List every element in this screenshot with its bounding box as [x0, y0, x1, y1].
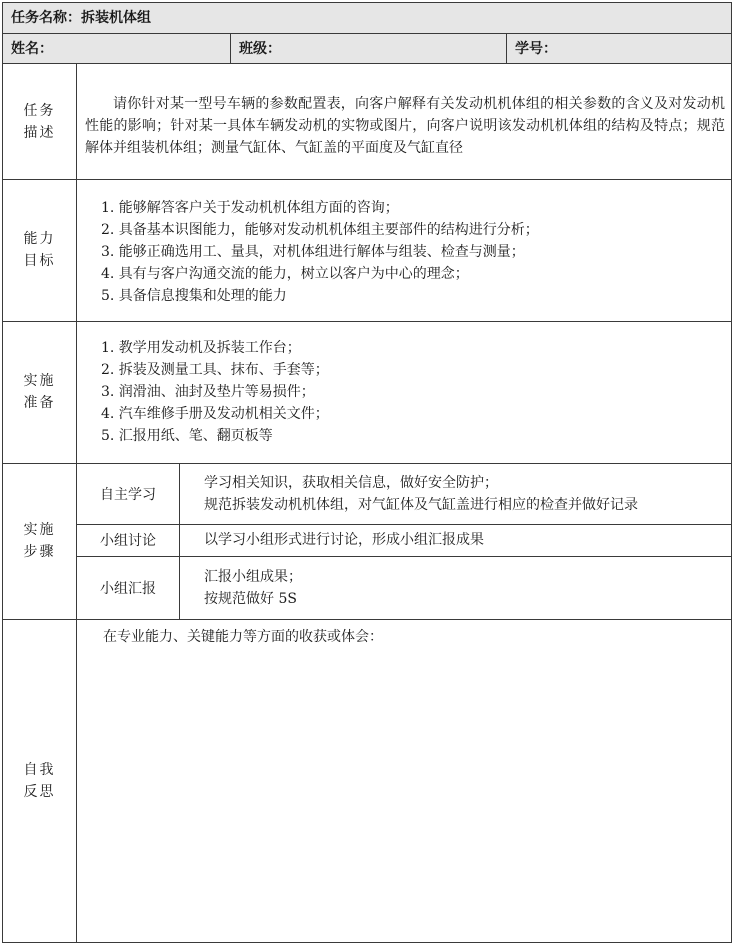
task-name-label: 任务名称： [11, 10, 81, 26]
goals-label: 能力目标 [23, 231, 56, 269]
step-line: 规范拆装发动机机体组，对气缸体及气缸盖进行相应的检查并做好记录 [204, 496, 638, 513]
list-item: 1. 能够解答客户关于发动机机体组方面的咨询； [101, 200, 399, 216]
divider [3, 619, 731, 620]
class-label: 班级： [239, 41, 281, 57]
step-line: 学习相关知识，获取相关信息，做好安全防护； [204, 474, 498, 491]
list-item: 5. 具备信息搜集和处理的能力 [101, 288, 287, 304]
step-name: 小组讨论 [100, 533, 156, 549]
step-line: 以学习小组形式进行讨论，形成小组汇报成果 [204, 532, 484, 548]
list-item: 4. 汽车维修手册及发动机相关文件； [101, 406, 329, 422]
step-line: 按规范做好 5S [204, 590, 297, 607]
step-name-divider [179, 463, 180, 619]
task-name-value: 拆装机体组 [81, 10, 151, 26]
list-item: 5. 汇报用纸、笔、翻页板等 [101, 428, 273, 444]
list-item: 3. 能够正确选用工、量具，对机体组进行解体与组装、检查与测量； [101, 244, 525, 260]
reflection-label: 自我反思 [23, 761, 56, 800]
step-name: 小组汇报 [100, 580, 156, 597]
student-info-row [3, 34, 731, 64]
task-sheet [2, 2, 732, 943]
divider [230, 34, 231, 63]
divider [506, 34, 507, 63]
task-name-row [3, 3, 731, 34]
list-item: 4. 具有与客户沟通交流的能力，树立以客户为中心的理念； [101, 266, 469, 282]
divider [3, 321, 731, 322]
preparation-label: 实施准备 [23, 373, 56, 411]
reflection-prompt: 在专业能力、关键能力等方面的收获或体会： [103, 629, 383, 645]
list-item: 3. 润滑油、油封及垫片等易损件； [101, 384, 315, 400]
list-item: 2. 拆装及测量工具、抹布、手套等； [101, 362, 329, 378]
preparation-list [101, 337, 721, 447]
divider [3, 179, 731, 180]
step-line: 汇报小组成果； [204, 568, 302, 585]
goals-list [101, 197, 721, 307]
name-label: 姓名： [11, 41, 53, 57]
step-name: 自主学习 [100, 486, 156, 503]
steps-label: 实施步骤 [23, 522, 56, 560]
reflection-answer-area[interactable] [85, 653, 725, 933]
step-detail [204, 524, 724, 556]
step-detail [204, 463, 724, 524]
list-item: 2. 具备基本识图能力，能够对发动机机体组主要部件的结构进行分析； [101, 222, 539, 238]
description-text: 请你针对某一型号车辆的参数配置表，向客户解释有关发动机机体组的相关参数的含义及对发动机性能的影响；针对某一具体车辆发动机的实物或图片，向客户说明该发动机机体组的结构及特点；规范解体并组装机体组；测量气缸体、气缸盖的平面度及气缸直径 [85, 96, 725, 156]
list-item: 1. 教学用发动机及拆装工作台； [101, 340, 301, 356]
student-id-label: 学号： [515, 41, 557, 57]
step-detail [204, 556, 724, 619]
description-label: 任务描述 [23, 102, 56, 141]
